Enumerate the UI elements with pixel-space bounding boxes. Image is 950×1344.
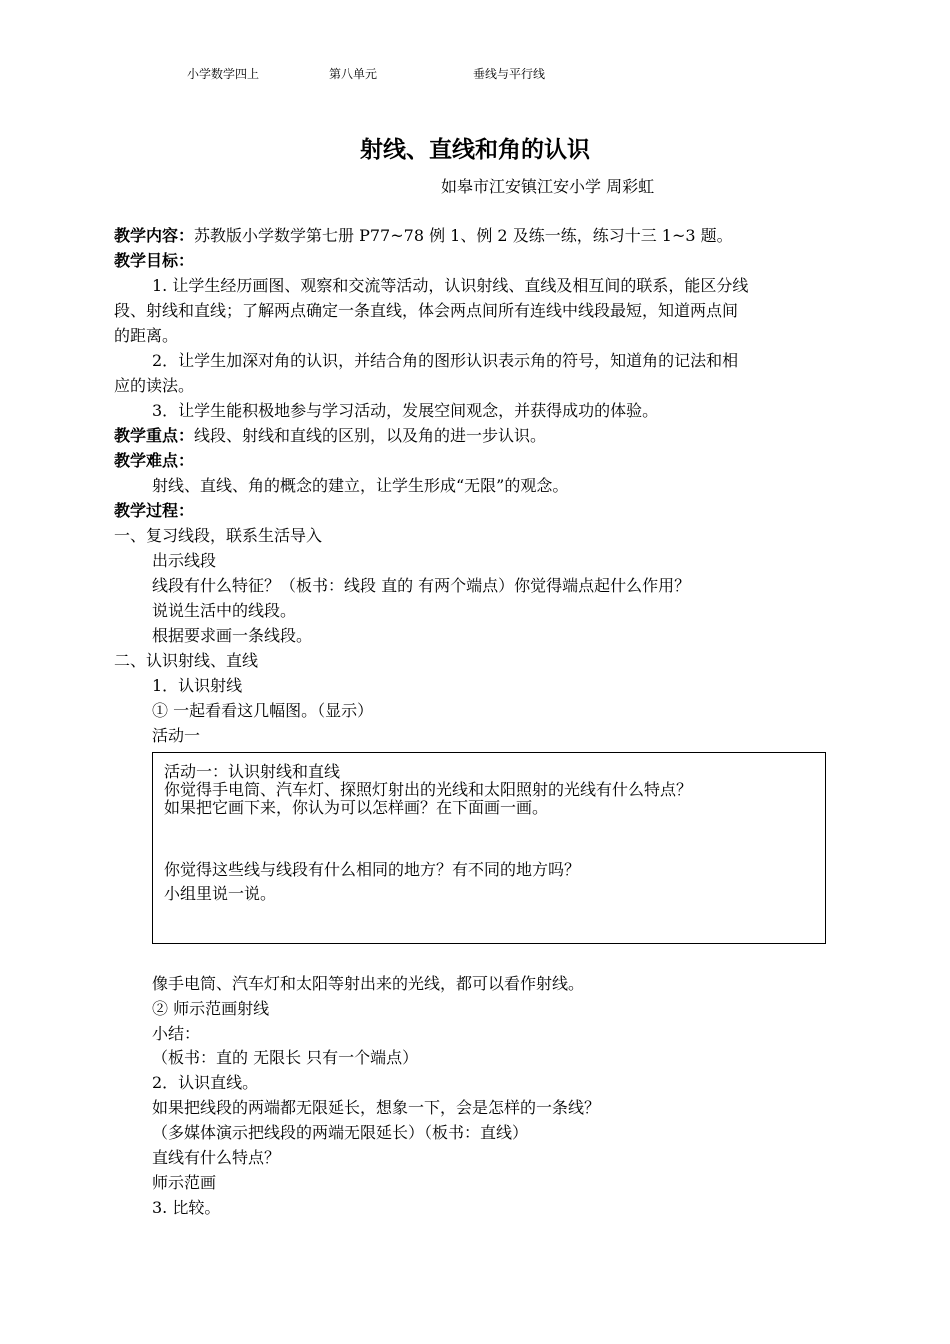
part2-after-line-10: 3. 比较。 [152,1198,221,1217]
part2-after-line-4: （板书：直的 无限长 只有一个端点） [152,1048,419,1067]
goal-2-line-1: 2．让学生加深对角的认识，并结合角的图形认识表示角的符号，知道角的记法和相 [152,351,739,370]
activity-box-title: 活动一：认识射线和直线 [164,762,341,781]
goal-1-line-1: 1. 让学生经历画图、观察和交流等活动，认识射线、直线及相互间的联系，能区分线 [152,276,749,295]
content-label: 教学内容： [114,226,195,245]
difficulty-text: 射线、直线、角的概念的建立，让学生形成“无限”的观念。 [152,476,569,495]
keypoint-label: 教学重点： [114,426,195,445]
content-text: 苏教版小学数学第七册 P77~78 例 1、例 2 及练一练，练习十三 1~3 题。 [194,226,733,245]
part2-line-2: ① 一起看看这几幅图。（显示） [152,701,374,720]
header-topic: 垂线与平行线 [473,67,546,81]
activity-box-line-1: 你觉得手电筒、汽车灯、探照灯射出的光线和太阳照射的光线有什么特点？ [164,780,693,799]
part2-line-3: 活动一 [152,726,201,745]
part2-heading: 二、认识射线、直线 [114,651,259,670]
activity-box-line-4: 小组里说一说。 [164,884,277,903]
part2-after-line-9: 师示范画 [152,1173,217,1192]
part1-line-1: 出示线段 [152,551,217,570]
goal-1-line-2: 段、射线和直线；了解两点确定一条直线，体会两点间所有连线中线段最短，知道两点间 [114,301,739,320]
difficulty-label: 教学难点： [114,451,195,470]
keypoint-text: 线段、射线和直线的区别，以及角的进一步认识。 [194,426,547,445]
part2-line-1: 1．认识射线 [152,676,243,695]
part2-after-line-6: 如果把线段的两端都无限延长，想象一下，会是怎样的一条线？ [152,1098,601,1117]
part2-after-line-8: 直线有什么特点？ [152,1148,281,1167]
activity-box [152,752,826,944]
part2-after-line-3: 小结： [152,1024,201,1043]
part1-line-3: 说说生活中的线段。 [152,601,297,620]
keypoint-line [114,426,546,446]
part2-after-line-1: 像手电筒、汽车灯和太阳等射出来的光线，都可以看作射线。 [152,974,585,993]
process-label: 教学过程： [114,501,195,520]
activity-box-line-3: 你觉得这些线与线段有什么相同的地方？有不同的地方吗？ [164,860,581,879]
header-subject: 小学数学四上 [187,67,260,81]
goal-3-line: 3．让学生能积极地参与学习活动，发展空间观念，并获得成功的体验。 [152,401,659,420]
author-line: 如皋市江安镇江安小学 周彩虹 [441,177,655,196]
part1-line-2: 线段有什么特征？（板书：线段 直的 有两个端点）你觉得端点起什么作用？ [152,576,691,595]
header-unit: 第八单元 [329,67,378,81]
content-line [114,226,733,246]
goals-label: 教学目标： [114,251,195,270]
part1-line-4: 根据要求画一条线段。 [152,626,313,645]
part2-after-line-7: （多媒体演示把线段的两端无限延长）（板书：直线） [152,1123,529,1142]
page-title: 射线、直线和角的认识 [360,137,590,163]
part2-after-line-5: 2．认识直线。 [152,1073,259,1092]
activity-box-line-2: 如果把它画下来，你认为可以怎样画？在下面画一画。 [164,798,549,817]
part1-heading: 一、复习线段，联系生活导入 [114,526,323,545]
goal-1-line-3: 的距离。 [114,326,179,345]
goal-2-line-2: 应的读法。 [114,376,195,395]
part2-after-line-2: ② 师示范画射线 [152,999,270,1018]
